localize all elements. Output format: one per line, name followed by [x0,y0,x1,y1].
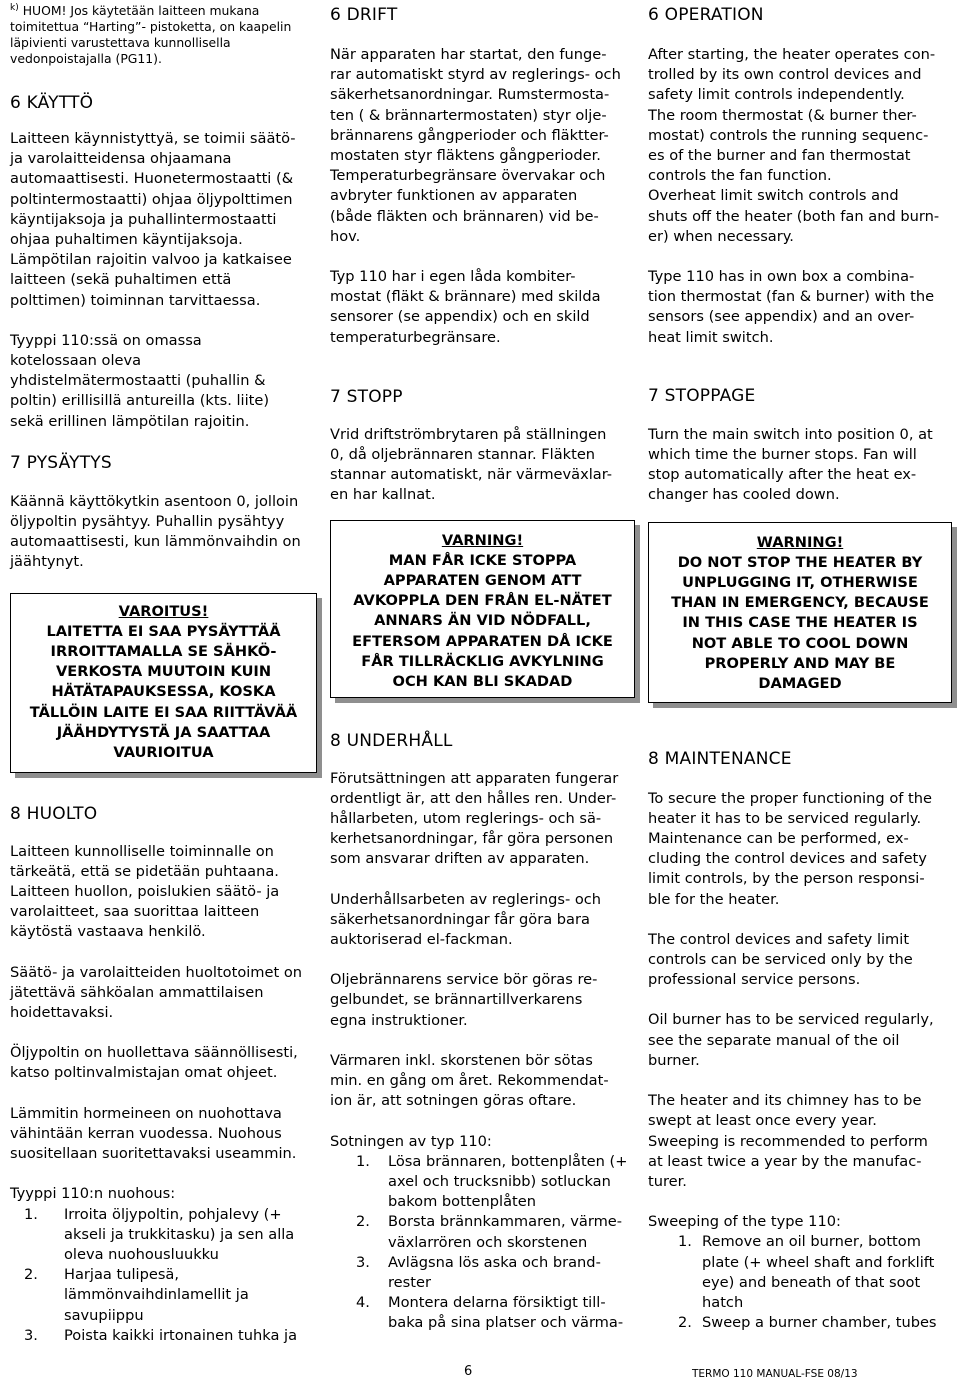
section-heading-operation: 6 OPERATION [648,5,764,25]
section-heading-operation: 6 KÄYTTÖ [10,93,94,113]
list-item [356,1212,630,1252]
list-item-text: Lösa brännaren, bottenplåten (+ axel och trucksnibb) sotluckan bakom bottenplåten [388,1152,628,1211]
maintenance-paragraph-4: The heater and its chimney has to be swept at least once every year. Sweeping is recommended to perform at least twice a year by the manufac- turer. [648,1092,928,1190]
english-column [648,0,950,1333]
operation-paragraph-1: After starting, the heater operates con- trolled by its own control devices and safety limit controls independently. The room thermostat (& burner ther- mostat) controls the running sequenc- es of the burner and fan thermostat controls the fan function. Overheat limit switch controls and shuts off the heater (both fan and burn- er) when necessary. [648,46,940,245]
warning-box [648,522,952,703]
list-item-text: Avlägsna lös aska och brand- rester [388,1253,601,1291]
maintenance-paragraph-1: To secure the proper functioning of the heater it has to be serviced regularly. Maintenance can be performed, ex- cluding the control devices and safety limit controls, by the person responsi- ble for the heater. [648,789,932,908]
list-item-number: 2. [24,1266,38,1284]
warning-text: LAITETTA EI SAA PYSÄYTTÄÄ IRROITTAMALLA SE SÄHKÖ- VERKOSTA MUUTOIN KUIN HÄTÄTAPAUKSESSA, KOSKA TÄLLÖIN LAITE EI SAA RIITTÄVÄÄ JÄÄHDYTYSTÄ JA SAATTAA VAURIOITUA [29,622,298,762]
sweep-steps-list [24,1205,310,1346]
stop-paragraph: Turn the main switch into position 0, at which time the burner stops. Fan will stop automatically after the heat ex- changer has cooled down. [648,425,933,504]
warning-title: WARNING! [756,533,844,551]
operation-paragraph-2: Typ 110 har i egen låda kombiter- mostat (fläkt & brännare) med skilda sensorer (se appendix) och en skild temperaturbegränsare. [330,268,601,346]
list-item-number: 3. [24,1326,38,1344]
maintenance-paragraph-2: Säätö- ja varolaitteiden huoltotoimet on jätettävä sähköalan ammattilaisen hoidettavaksi. [10,963,303,1022]
page-number: 6 [464,1364,473,1379]
maintenance-paragraph-4: Värmaren inkl. skorstenen bör sötas min. en gång om året. Rekommendat- ion är, att sotningen göras oftare. [330,1051,609,1110]
list-item-text: Harjaa tulipesä, lämmönvaihdinlamellit ja savupiippu [64,1266,249,1324]
section-heading-maintenance: 8 UNDERHÅLL [330,730,453,751]
note-text: HUOM! Jos käytetään laitteen mukana toimitettua “Harting”- pistoketta, on kaapelin läpivienti varustettava kunnollisella vedonpoistajalla (PG11). [10,3,292,66]
warning-text: DO NOT STOP THE HEATER BY UNPLUGGING IT, OTHERWISE THAN IN EMERGENCY, BECAUSE IN THIS CASE THE HEATER IS NOT ABLE TO COOL DOWN PROPERLY AND MAY BE DAMAGED [671,553,929,693]
maintenance-paragraph-1: Laitteen kunnolliselle toiminnalle on tärkeätä, että se pidetään puhtaana. Laitteen huollon, poislukien säätö- ja varolaitteet, saa suorittaa laitteen käytöstä vastaava henkilö. [10,842,280,941]
maintenance-paragraph-3: Öljypoltin on huollettava säännöllisesti, katso poltinvalmistajan omat ohjeet. [10,1044,298,1082]
maintenance-paragraph-3: Oljebrännarens service bör göras re- gelbundet, se brännartillverkarens egna instruktioner. [330,971,598,1029]
list-item [24,1205,310,1266]
list-item-number: 4. [356,1294,370,1312]
sweep-steps-list [678,1232,950,1333]
maintenance-paragraph-1: Förutsättningen att apparaten fungerar ordentligt är, att den hålles ren. Under- hållarbeten, utom reglerings- och sä- kerhetsanordningar, får göra personen som ansvarar driften av apparaten. [330,769,619,868]
list-item [356,1253,630,1293]
note-paragraph [10,3,310,67]
maintenance-paragraph-2: Underhållsarbeten av reglerings- och säkerhetsanordningar får göra bara auktoriserad el-fackman. [330,890,602,949]
list-item-text: Remove an oil burner, bottom plate (+ wheel shaft and forklift eye) and beneath of that soot hatch [702,1233,935,1311]
warning-box [10,593,317,773]
operation-paragraph-1: Laitteen käynnistyttyä, se toimii säätö- ja varolaitteidensa ohjaamana automaattisesti. Huonetermostaatti (& poltintermostaatti) ohjaa öljypolttimen käyntijaksoja ja puhallintermostaatti ohjaa puhaltimen käyntijaksoja. Lämpötilan rajoitin valvoo ja katkaisee laitteen (sekä puhaltimen että polttimen) toiminnan tarvittaessa. [10,130,296,309]
list-item-text: Borsta brännkammaren, värme- växlarrören och skorstenen [388,1213,623,1251]
list-item-number: 1. [356,1152,370,1170]
warning-title: VARNING! [441,531,524,549]
warning-box [330,520,635,698]
list-item [24,1326,310,1346]
list-item-text: Sweep a burner chamber, tubes [702,1314,937,1332]
operation-paragraph-2: Tyyppi 110:ssä on omassa kotelossaan oleva yhdistelmätermostaatti (puhallin & poltin) erillisillä antureilla (kts. liite) sekä erillinen lämpötilan rajoitin. [10,331,270,430]
section-heading-operation: 6 DRIFT [330,5,398,25]
list-item [678,1232,950,1313]
sweep-intro: Tyyppi 110:n nuohous: [10,1185,176,1203]
stop-paragraph: Käännä käyttökytkin asentoon 0, jolloin öljypoltin pysähtyy. Puhallin pysähtyy automaattisesti, kun lämmönvaihdin on jäähtynyt. [10,492,301,571]
warning-text: MAN FÅR ICKE STOPPA APPARATEN GENOM ATT AVKOPPLA DEN FRÅN EL-NÄTET ANNARS ÄN VID NÖDFALL, EFTERSOM APPARATEN DÅ ICKE FÅR TILLRÄCKLIG AVKYLNING OCH KAN BLI SKADAD [352,551,613,691]
list-item [356,1152,630,1213]
list-item [356,1293,630,1333]
list-item-text: Poista kaikki irtonainen tuhka ja [64,1326,298,1344]
list-item-number: 3. [356,1253,370,1271]
list-item [24,1265,310,1326]
sweep-steps-list [356,1152,630,1334]
sweep-intro: Sotningen av typ 110: [330,1132,492,1150]
warning-title: VAROITUS! [118,602,209,620]
sweep-intro: Sweeping of the type 110: [648,1213,841,1231]
note-marker: k) [10,2,19,13]
list-item-number: 2. [356,1213,370,1231]
section-heading-stop: 7 PYSÄYTYS [10,452,112,473]
list-item-number: 1. [678,1233,692,1251]
operation-paragraph-2: Type 110 has in own box a combina- tion thermostat (fan & burner) with the sensors (see appendix) and an over- heat limit switch. [648,268,935,346]
list-item-number: 2. [678,1314,692,1332]
maintenance-paragraph-4: Lämmitin hormeineen on nuohottava vähintään kerran vuodessa. Nuohous suositellaan suoritettavaksi useammin. [10,1104,297,1163]
list-item-text: Montera delarna försiktigt till- baka på sina platser och värma- [388,1294,624,1332]
stop-paragraph: Vrid driftströmbrytaren på ställningen 0, då oljebrännaren stannar. Fläkten stannar automatiskt, när värmeväxlar- en har kallnat. [330,425,613,504]
list-item [678,1313,950,1333]
section-heading-stop: 7 STOPP [330,386,403,407]
swedish-column [330,0,630,1334]
list-item-text: Irroita öljypoltin, pohjalevy (+ akseli ja trukkitasku) ja sen alla oleva nuohousluukku [64,1205,295,1263]
operation-paragraph-1: När apparaten har startat, den funge- rar automatiskt styrd av reglerings- och säkerhetsanordningar. Rumstermosta- ten ( & brännartermostaten) styr olje- brännarens gångperioder och fläktter- mostaten styr fläktens gångperioder. Temperaturbegränsare övervakar och avbryter funktionen av apparaten (både fläkten och brännaren) vid be- hov. [330,46,621,245]
maintenance-paragraph-2: The control devices and safety limit controls can be serviced only by the professional service persons. [648,930,913,989]
section-heading-stop: 7 STOPPAGE [648,385,756,406]
finnish-column [10,0,310,1346]
maintenance-paragraph-3: Oil burner has to be serviced regularly, see the separate manual of the oil burner. [648,1011,934,1069]
section-heading-maintenance: 8 MAINTENANCE [648,748,792,769]
document-id: TERMO 110 MANUAL-FSE 08/13 [692,1368,858,1380]
list-item-number: 1. [24,1205,38,1223]
section-heading-maintenance: 8 HUOLTO [10,803,98,824]
